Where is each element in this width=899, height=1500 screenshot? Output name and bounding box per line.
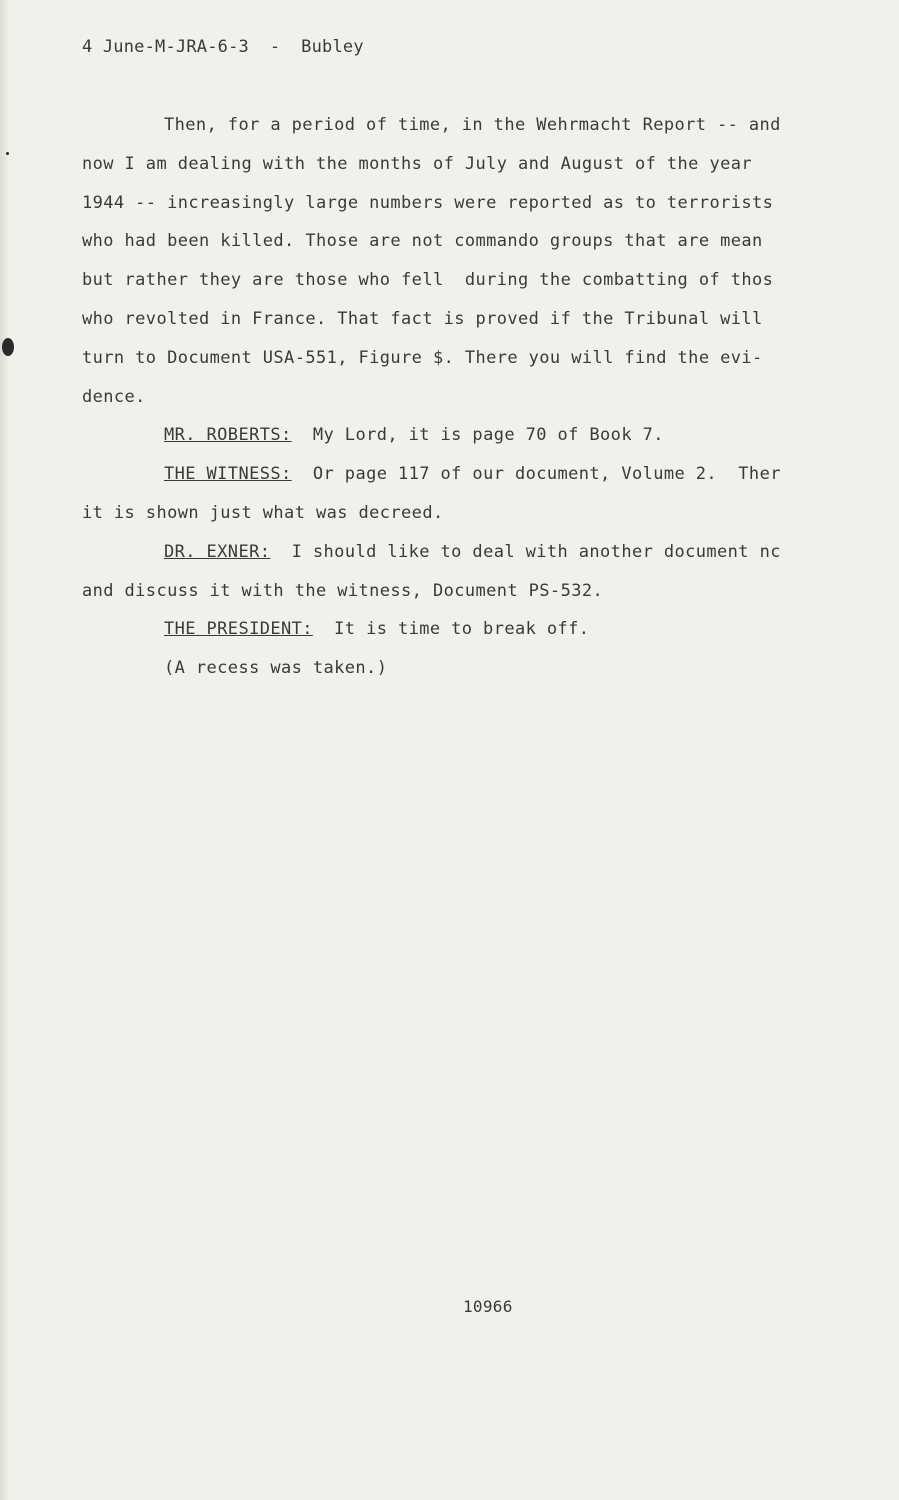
header-reference: 4 June-M-JRA-6-3 bbox=[82, 37, 249, 57]
exchange-witness bbox=[82, 461, 842, 500]
ink-dot bbox=[6, 152, 9, 155]
exchange-president bbox=[82, 616, 842, 655]
paragraph-line: who had been killed. Those are not commando groups that are mean bbox=[82, 231, 763, 252]
paragraph-line: dence. bbox=[82, 386, 146, 407]
exchange-roberts bbox=[82, 422, 842, 461]
speaker-label: THE PRESIDENT: bbox=[164, 619, 313, 640]
paragraph-line: who revolted in France. That fact is proved if the Tribunal will bbox=[82, 308, 763, 329]
speech-text: It is time to break off. bbox=[334, 619, 590, 640]
paragraph-line: Then, for a period of time, in the Wehrmacht Report -- and bbox=[164, 115, 781, 135]
speaker-label: DR. EXNER: bbox=[164, 541, 271, 562]
speech-text: Or page 117 of our document, Volume 2. Ther bbox=[312, 464, 781, 485]
speaker-label: THE WITNESS: bbox=[164, 464, 292, 485]
header-separator: - bbox=[269, 37, 281, 57]
continuation-line: and discuss it with the witness, Document PS-532. bbox=[82, 580, 604, 601]
paragraph-line: now I am dealing with the months of July and August of the year bbox=[82, 153, 752, 174]
paragraph-line: but rather they are those who fell during the combatting of thos bbox=[82, 270, 774, 291]
page-number: 10966 bbox=[463, 1297, 513, 1316]
speaker-label: MR. ROBERTS: bbox=[164, 425, 292, 446]
ink-spot bbox=[2, 338, 14, 356]
recess-note: (A recess was taken.) bbox=[164, 658, 388, 679]
continuation-line: it is shown just what was decreed. bbox=[82, 502, 444, 523]
paragraph-line: turn to Document USA-551, Figure $. There you will find the evi- bbox=[82, 347, 763, 368]
document-header bbox=[82, 37, 364, 57]
transcript-body bbox=[82, 112, 842, 694]
speech-text: I should like to deal with another document nc bbox=[291, 541, 781, 562]
exchange-exner bbox=[82, 539, 842, 578]
paragraph-line: 1944 -- increasingly large numbers were reported as to terrorists bbox=[82, 192, 774, 213]
header-reporter: Bubley bbox=[301, 37, 364, 57]
speech-text: My Lord, it is page 70 of Book 7. bbox=[312, 425, 664, 446]
